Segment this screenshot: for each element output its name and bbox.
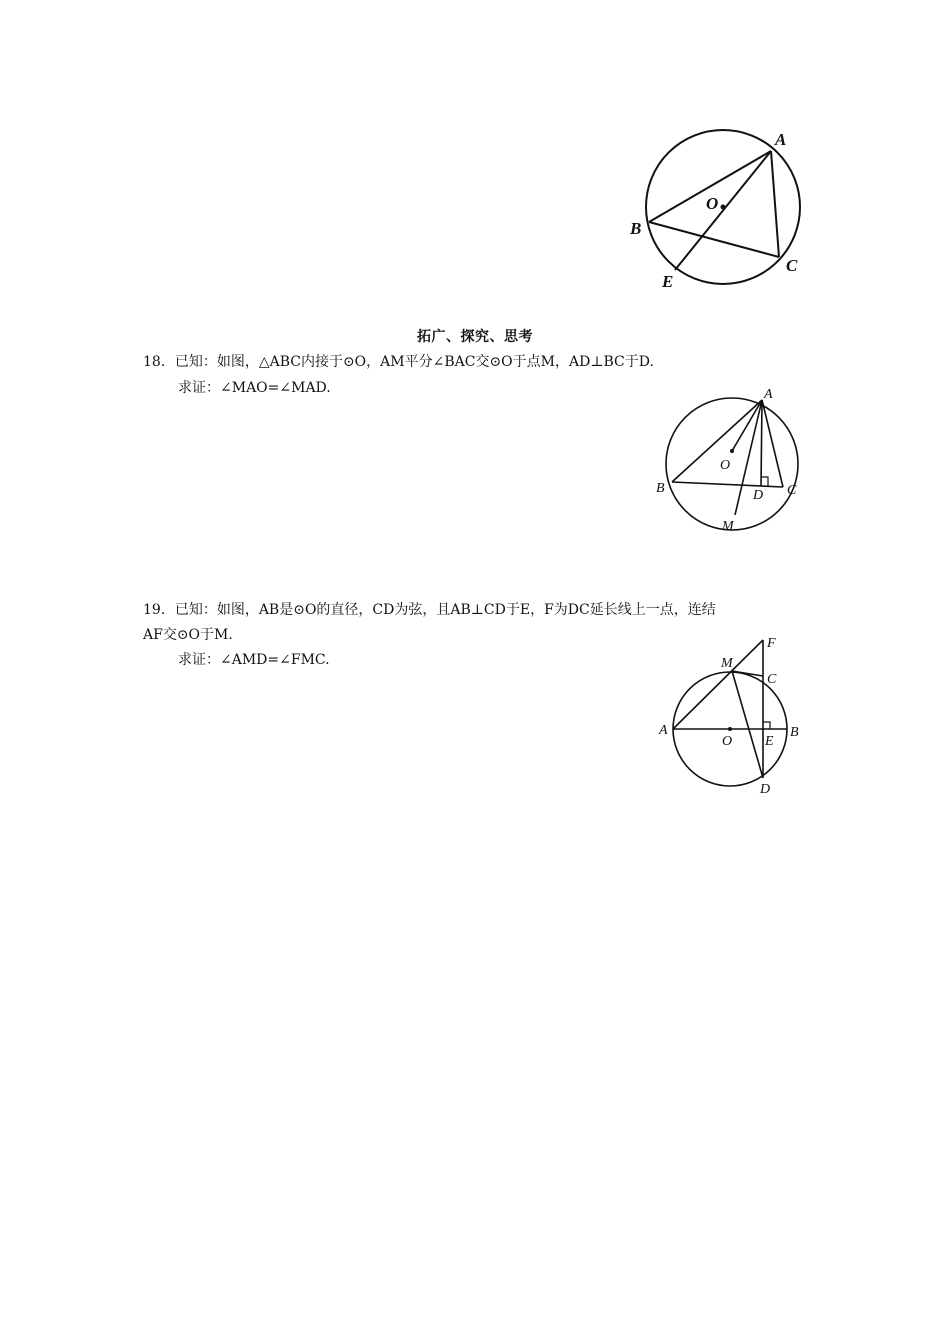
label-b: B xyxy=(630,219,642,238)
label-d: D xyxy=(753,488,764,503)
problem-19-statement-line1: 19．已知：如图，AB是⊙O的直径，CD为弦，且AB⊥CD于E，F为DC延长线上一点，连结 xyxy=(143,602,716,618)
segment-ao xyxy=(732,400,762,451)
segment-af xyxy=(673,640,763,729)
label-a: A xyxy=(775,130,787,149)
label-o: O xyxy=(706,194,719,213)
problem-18-prove: 求证：∠MAO=∠MAD. xyxy=(178,380,331,396)
segment-ad xyxy=(761,400,762,486)
center-point xyxy=(721,205,726,210)
segment-ab xyxy=(672,400,762,482)
segment-bc xyxy=(672,482,783,487)
label-e: E xyxy=(662,272,674,291)
label-c: C xyxy=(767,672,777,687)
right-angle-mark xyxy=(763,722,770,729)
figure-18 xyxy=(650,385,820,545)
problem-18-statement: 18．已知：如图，△ABC内接于⊙O，AM平分∠BAC交⊙O于点M，AD⊥BC于D. xyxy=(143,354,654,370)
label-b: B xyxy=(656,481,665,496)
label-c: C xyxy=(787,483,797,498)
label-a: A xyxy=(659,723,668,738)
segment-ac xyxy=(771,151,779,257)
center-point xyxy=(728,727,732,731)
label-b: B xyxy=(790,725,799,740)
label-m: M xyxy=(722,519,734,534)
segment-ae xyxy=(675,151,771,270)
segment-md xyxy=(732,671,763,778)
figure-17 xyxy=(620,120,820,300)
figure-19 xyxy=(650,630,820,800)
center-point xyxy=(730,449,734,453)
problem-19-statement-line2: AF交⊙O于M. xyxy=(143,627,233,643)
label-e: E xyxy=(765,734,774,749)
label-f: F xyxy=(767,636,776,651)
section-title: 拓广、探究、思考 xyxy=(417,329,533,345)
label-m: M xyxy=(721,656,733,671)
label-c: C xyxy=(786,256,798,275)
right-angle-mark xyxy=(761,477,768,486)
label-o: O xyxy=(722,734,733,749)
segment-ac xyxy=(762,400,783,487)
label-d: D xyxy=(760,782,771,797)
segment-bc xyxy=(649,222,779,257)
label-a: A xyxy=(764,387,773,402)
problem-19-prove: 求证：∠AMD=∠FMC. xyxy=(178,652,330,668)
label-o: O xyxy=(720,458,731,473)
